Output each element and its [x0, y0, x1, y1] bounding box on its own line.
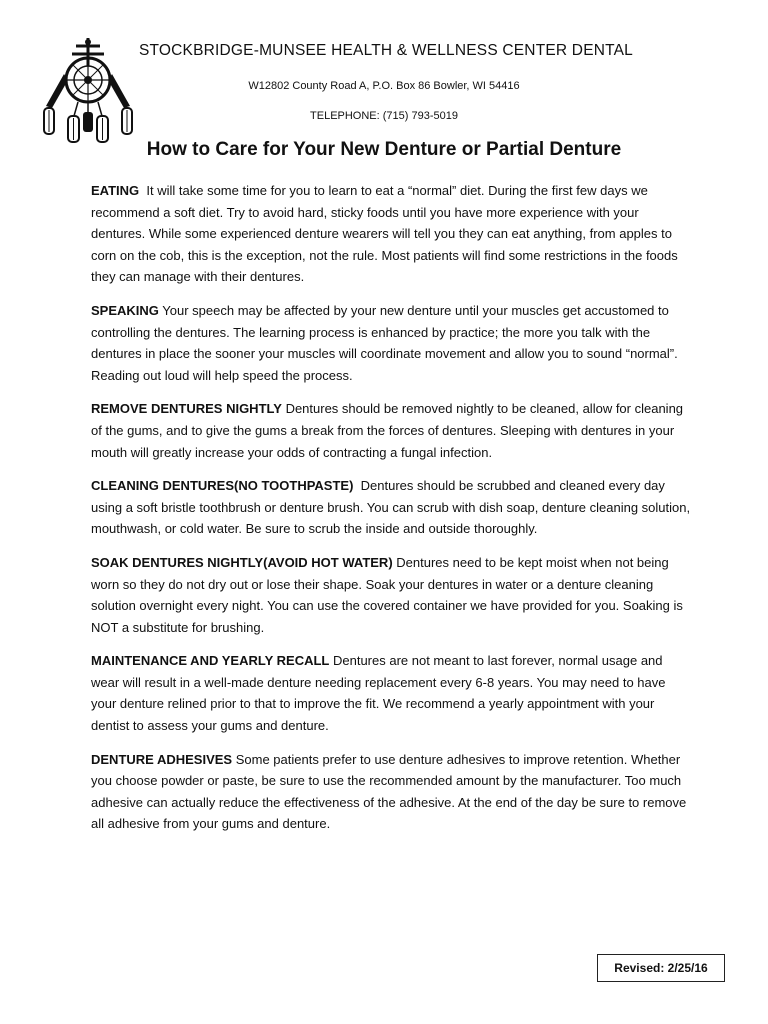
document-body: [91, 180, 691, 847]
section-heading: DENTURE ADHESIVES: [91, 751, 233, 767]
clinic-name: STOCKBRIDGE-MUNSEE HEALTH & WELLNESS CENTER DENTAL: [138, 42, 634, 59]
document-title: How to Care for Your New Denture or Partial Denture: [146, 139, 622, 160]
section-text: Dentures should be removed nightly to be cleaned, allow for cleaning of the gums, and to give the gums a break from the forces of dentures. Sleeping with dentures in your mouth will greatly increase your odds of contracting a fungal infection.: [91, 401, 684, 460]
section-heading: SOAK DENTURES NIGHTLY(AVOID HOT WATER): [91, 554, 393, 570]
section-maintenance-yearly-recall: [91, 650, 691, 736]
clinic-telephone: TELEPHONE: (715) 793-5019: [310, 110, 458, 122]
section-remove-dentures-nightly: [91, 398, 691, 463]
section-cleaning-dentures: [91, 475, 691, 540]
section-text: Dentures are not meant to last forever, normal usage and wear will result in a well-made denture needing replacement every 6-8 years. You may need to have your denture relined prior to that to improve the fit. We recommend a yearly appointment with your dentist to assess your gums and denture.: [91, 653, 666, 734]
section-text: Your speech may be affected by your new denture until your muscles get accustomed to controlling the dentures. The learning process is enhanced by practice; the more you talk with the dentures in place the sooner your muscles will coordinate movement and allow you to sound “normal”. Reading out loud will help speed the process.: [91, 302, 678, 383]
section-text: It will take some time for you to learn to eat a “normal” diet. During the first few days we recommend a soft diet. Try to avoid hard, sticky foods until you have more experience with your dentures. While some experienced denture wearers will tell you they can eat anything, from apples to corn on the cob, this is the exception, not the rule. Most patients will find some restrictions in the foods they can manage with their dentures.: [91, 183, 678, 285]
section-heading: EATING: [91, 183, 140, 198]
section-heading: MAINTENANCE AND YEARLY RECALL: [91, 653, 330, 669]
section-eating: [91, 180, 691, 288]
section-text: Some patients prefer to use denture adhesives to improve retention. Whether you choose powder or paste, be sure to use the recommended amount by the manufacturer. Too much adhesive can actually reduce the effectiveness of the adhesive. At the end of the day be sure to remove all adhesive from your gums and denture.: [91, 751, 687, 832]
section-denture-adhesives: [91, 749, 691, 835]
section-heading: REMOVE DENTURES NIGHTLY: [91, 401, 282, 417]
clinic-address: W12802 County Road A, P.O. Box 86 Bowler, WI 54416: [248, 80, 520, 92]
section-text: Dentures should be scrubbed and cleaned every day using a soft bristle toothbrush or denture brush. You can scrub with dish soap, denture cleaning solution, mouthwash, or cold water. Be sure to scrub the inside and outside thoroughly.: [91, 478, 691, 537]
section-heading: SPEAKING: [91, 302, 159, 318]
section-soak-dentures-nightly: [91, 552, 691, 638]
section-heading: CLEANING DENTURES(NO TOOTHPASTE): [91, 478, 354, 494]
section-speaking: [91, 300, 691, 386]
revised-date-box: Revised: 2/25/16: [597, 954, 725, 982]
section-text: Dentures need to be kept moist when not being worn so they do not dry out or lose their shape. Soak your dentures in water or a denture cleaning solution overnight every night. You can use the covered container we have provided for you. Soaking is NOT a substitute for brushing.: [91, 554, 683, 635]
